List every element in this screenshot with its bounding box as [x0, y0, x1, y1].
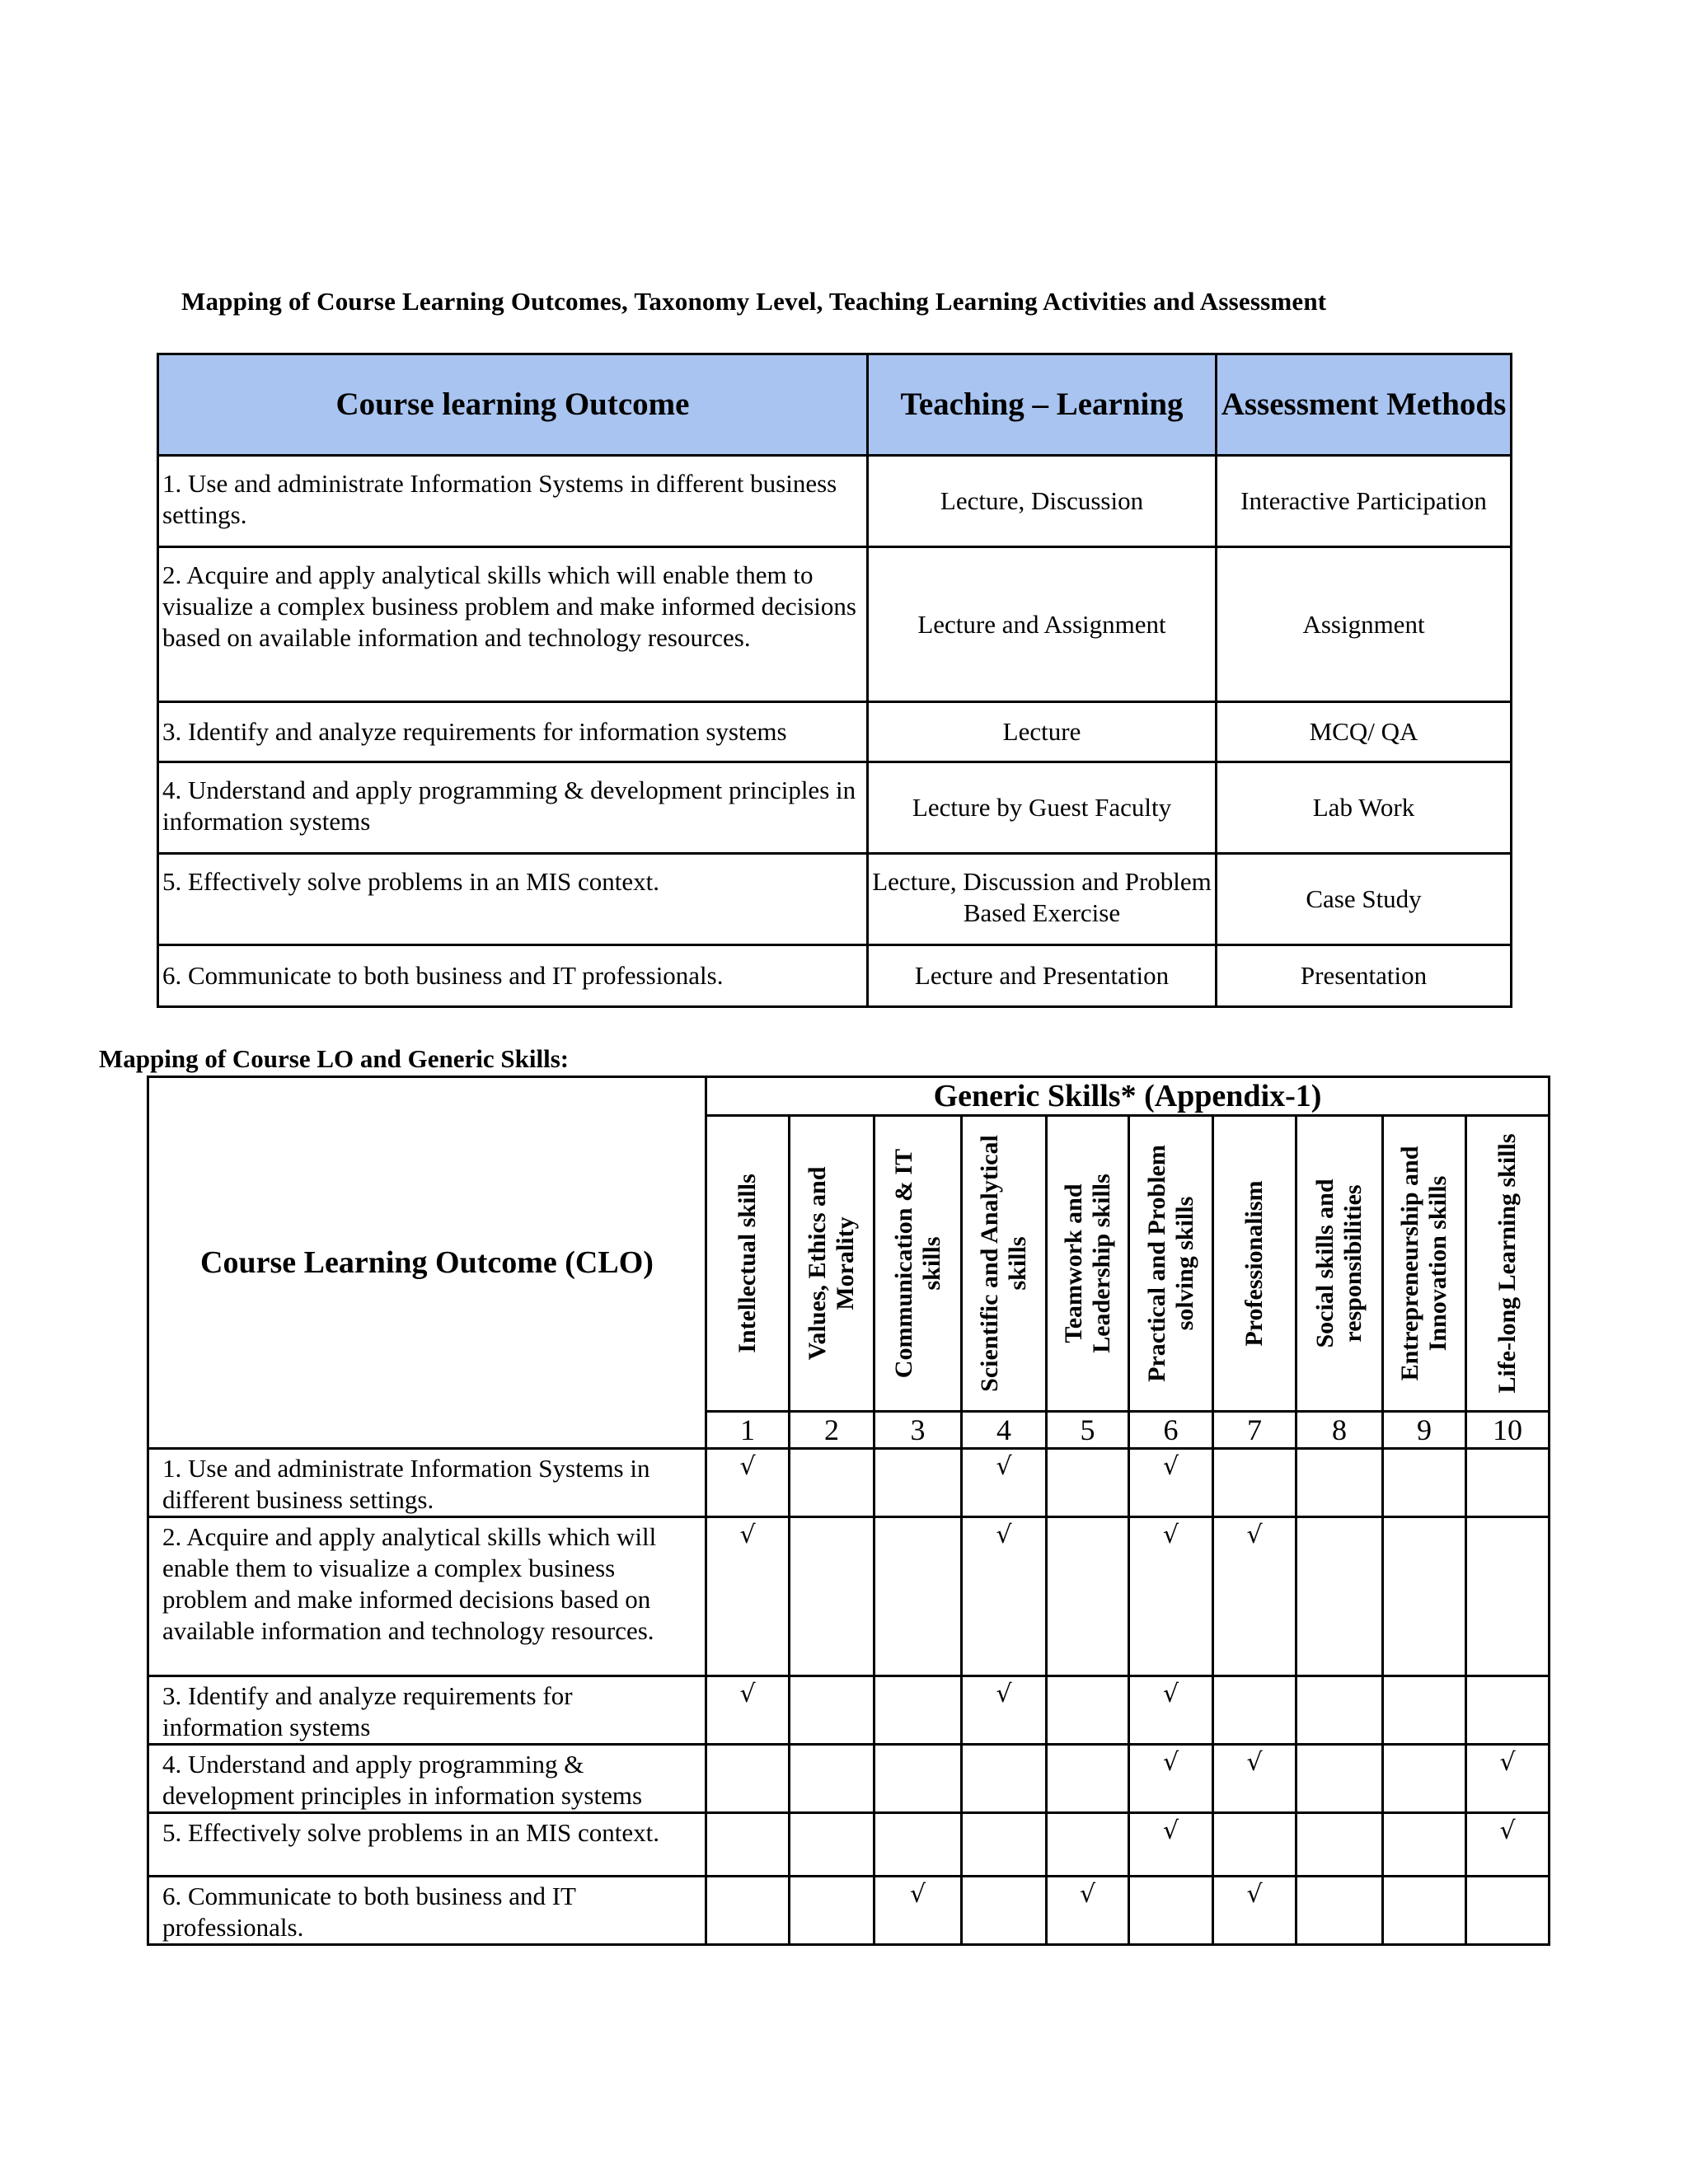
skill-check-cell — [706, 1676, 790, 1745]
skill-check-cell — [962, 1676, 1047, 1745]
skill-number: 10 — [1466, 1412, 1550, 1449]
skill-check-cell — [1466, 1676, 1550, 1745]
check-mark: √ — [1162, 1748, 1179, 1777]
table-row — [158, 945, 1512, 1007]
table-row — [158, 456, 1512, 547]
skill-check-cell — [1047, 1813, 1129, 1877]
clo-cell: 4. Understand and apply programming & development principles in information systems — [148, 1745, 706, 1813]
skill-label: Scientific and Analytical skills — [976, 1135, 1031, 1392]
clo-cell: 5. Effectively solve problems in an MIS context. — [148, 1813, 706, 1877]
clo-header: Course Learning Outcome (CLO) — [148, 1077, 706, 1449]
section2-title: Mapping of Course LO and Generic Skills: — [99, 1044, 570, 1073]
skill-check-cell — [962, 1745, 1047, 1813]
skill-header — [790, 1116, 874, 1412]
skill-number: 4 — [962, 1412, 1047, 1449]
skill-check-cell — [790, 1877, 874, 1945]
clo-cell: 6. Communicate to both business and IT professionals. — [148, 1877, 706, 1945]
table-row — [148, 1877, 1550, 1945]
check-mark: √ — [1499, 1816, 1516, 1845]
header-assessment-methods: Assessment Methods — [1217, 354, 1512, 456]
teaching-cell: Lecture — [868, 702, 1217, 762]
assessment-cell: Interactive Participation — [1217, 456, 1512, 547]
skill-check-cell — [790, 1745, 874, 1813]
skill-check-cell — [1047, 1745, 1129, 1813]
skill-header — [1383, 1116, 1466, 1412]
skill-check-cell — [1047, 1676, 1129, 1745]
skill-check-cell — [1383, 1449, 1466, 1517]
skill-check-cell — [962, 1449, 1047, 1517]
skill-check-cell — [1466, 1813, 1550, 1877]
skill-check-cell — [1213, 1745, 1296, 1813]
skill-check-cell — [1129, 1449, 1213, 1517]
skill-number: 6 — [1129, 1412, 1213, 1449]
table-row — [158, 702, 1512, 762]
skill-check-cell — [874, 1676, 962, 1745]
skill-label: Entrepreneurship and Innovation skills — [1396, 1146, 1451, 1381]
skill-check-cell — [1466, 1877, 1550, 1945]
skill-check-cell — [1129, 1877, 1213, 1945]
skill-check-cell — [1296, 1877, 1383, 1945]
section1-title: Mapping of Course Learning Outcomes, Taxonomy Level, Teaching Learning Activities and Assessment — [181, 287, 1327, 316]
skill-header — [1129, 1116, 1213, 1412]
clo-teaching-assessment-table — [157, 353, 1512, 1008]
check-mark: √ — [1246, 1748, 1263, 1777]
skill-number: 3 — [874, 1412, 962, 1449]
skill-check-cell — [1213, 1813, 1296, 1877]
table-row — [148, 1813, 1550, 1877]
teaching-cell: Lecture and Assignment — [868, 547, 1217, 702]
check-mark: √ — [1162, 1816, 1179, 1845]
skill-label: Intellectual skills — [734, 1174, 761, 1353]
assessment-cell: Assignment — [1217, 547, 1512, 702]
skill-header — [706, 1116, 790, 1412]
skill-check-cell — [874, 1813, 962, 1877]
assessment-cell: MCQ/ QA — [1217, 702, 1512, 762]
table-row — [148, 1517, 1550, 1676]
skill-check-cell — [874, 1745, 962, 1813]
skill-check-cell — [706, 1813, 790, 1877]
check-mark: √ — [1246, 1880, 1263, 1909]
clo-cell: 1. Use and administrate Information Systems in different business settings. — [148, 1449, 706, 1517]
skill-check-cell — [706, 1745, 790, 1813]
table-row — [158, 547, 1512, 702]
table-row — [158, 854, 1512, 945]
table-row — [148, 1676, 1550, 1745]
table-row — [148, 1745, 1550, 1813]
check-mark: √ — [996, 1452, 1012, 1481]
skill-check-cell — [1383, 1517, 1466, 1676]
check-mark: √ — [1162, 1521, 1179, 1549]
skill-check-cell — [1296, 1745, 1383, 1813]
skill-check-cell — [1129, 1745, 1213, 1813]
skill-label: Life-long Learning skills — [1493, 1133, 1522, 1394]
skill-label: Practical and Problem solving skills — [1142, 1145, 1198, 1382]
skill-header — [1047, 1116, 1129, 1412]
assessment-cell: Case Study — [1217, 854, 1512, 945]
table-row — [148, 1449, 1550, 1517]
header-course-learning-outcome: Course learning Outcome — [158, 354, 868, 456]
skill-check-cell — [962, 1517, 1047, 1676]
skill-check-cell — [962, 1877, 1047, 1945]
check-mark: √ — [1246, 1521, 1263, 1549]
skill-check-cell — [1213, 1676, 1296, 1745]
skill-check-cell — [1129, 1676, 1213, 1745]
teaching-cell: Lecture, Discussion and Problem Based Exercise — [868, 854, 1217, 945]
check-mark: √ — [1079, 1880, 1096, 1909]
skill-check-cell — [1296, 1517, 1383, 1676]
outcome-cell: 5. Effectively solve problems in an MIS context. — [158, 854, 868, 945]
check-mark: √ — [739, 1452, 756, 1481]
clo-cell: 2. Acquire and apply analytical skills which will enable them to visualize a complex business problem and make informed decisions based on available information and technology resources. — [148, 1517, 706, 1676]
check-mark: √ — [739, 1680, 756, 1708]
skill-check-cell — [1466, 1745, 1550, 1813]
skill-check-cell — [790, 1517, 874, 1676]
skill-number: 5 — [1047, 1412, 1129, 1449]
skill-check-cell — [1296, 1449, 1383, 1517]
table-row — [158, 762, 1512, 854]
skill-number: 8 — [1296, 1412, 1383, 1449]
check-mark: √ — [1499, 1748, 1516, 1777]
skill-check-cell — [1047, 1517, 1129, 1676]
skill-number: 2 — [790, 1412, 874, 1449]
check-mark: √ — [1162, 1452, 1179, 1481]
outcome-cell: 4. Understand and apply programming & development principles in information systems — [158, 762, 868, 854]
assessment-cell: Presentation — [1217, 945, 1512, 1007]
skill-label: Values, Ethics and Morality — [804, 1166, 859, 1361]
skill-check-cell — [790, 1449, 874, 1517]
skill-header — [1213, 1116, 1296, 1412]
teaching-cell: Lecture by Guest Faculty — [868, 762, 1217, 854]
skill-check-cell — [1466, 1449, 1550, 1517]
skill-number: 9 — [1383, 1412, 1466, 1449]
skill-check-cell — [874, 1449, 962, 1517]
skill-label: Teamwork and Leadership skills — [1059, 1174, 1115, 1353]
teaching-cell: Lecture, Discussion — [868, 456, 1217, 547]
assessment-cell: Lab Work — [1217, 762, 1512, 854]
skill-check-cell — [1213, 1877, 1296, 1945]
skill-check-cell — [790, 1676, 874, 1745]
skill-check-cell — [790, 1813, 874, 1877]
skill-label: Communication & IT skills — [889, 1148, 945, 1379]
skill-header — [1466, 1116, 1550, 1412]
skill-check-cell — [1383, 1877, 1466, 1945]
skill-check-cell — [1047, 1877, 1129, 1945]
outcome-cell: 6. Communicate to both business and IT professionals. — [158, 945, 868, 1007]
generic-skills-header: Generic Skills* (Appendix-1) — [706, 1077, 1550, 1116]
skill-check-cell — [1383, 1813, 1466, 1877]
clo-generic-skills-table — [147, 1076, 1550, 1946]
check-mark: √ — [996, 1680, 1012, 1708]
generic-skills-header-row — [148, 1077, 1550, 1116]
skill-check-cell — [1213, 1517, 1296, 1676]
check-mark: √ — [909, 1880, 926, 1909]
skill-check-cell — [874, 1877, 962, 1945]
skill-check-cell — [706, 1517, 790, 1676]
skill-number: 1 — [706, 1412, 790, 1449]
skill-check-cell — [1213, 1449, 1296, 1517]
skill-number: 7 — [1213, 1412, 1296, 1449]
outcome-cell: 1. Use and administrate Information Systems in different business settings. — [158, 456, 868, 547]
skill-header — [962, 1116, 1047, 1412]
table1-header-row — [158, 354, 1512, 456]
skill-check-cell — [1047, 1449, 1129, 1517]
skill-label: Professionalism — [1240, 1180, 1268, 1347]
skill-check-cell — [1296, 1676, 1383, 1745]
skill-check-cell — [1129, 1813, 1213, 1877]
clo-cell: 3. Identify and analyze requirements for information systems — [148, 1676, 706, 1745]
skill-check-cell — [1296, 1813, 1383, 1877]
header-teaching-learning: Teaching – Learning — [868, 354, 1217, 456]
check-mark: √ — [996, 1521, 1012, 1549]
skill-check-cell — [1466, 1517, 1550, 1676]
outcome-cell: 3. Identify and analyze requirements for information systems — [158, 702, 868, 762]
teaching-cell: Lecture and Presentation — [868, 945, 1217, 1007]
skill-label: Social skills and responsibilities — [1311, 1179, 1367, 1348]
check-mark: √ — [1162, 1680, 1179, 1708]
skill-check-cell — [874, 1517, 962, 1676]
skill-check-cell — [1383, 1676, 1466, 1745]
skill-check-cell — [1383, 1745, 1466, 1813]
skill-header — [874, 1116, 962, 1412]
skill-check-cell — [706, 1877, 790, 1945]
skill-check-cell — [706, 1449, 790, 1517]
skill-header — [1296, 1116, 1383, 1412]
outcome-cell: 2. Acquire and apply analytical skills which will enable them to visualize a complex business problem and make informed decisions based on available information and technology resources. — [158, 547, 868, 702]
skill-check-cell — [962, 1813, 1047, 1877]
check-mark: √ — [739, 1521, 756, 1549]
skill-check-cell — [1129, 1517, 1213, 1676]
